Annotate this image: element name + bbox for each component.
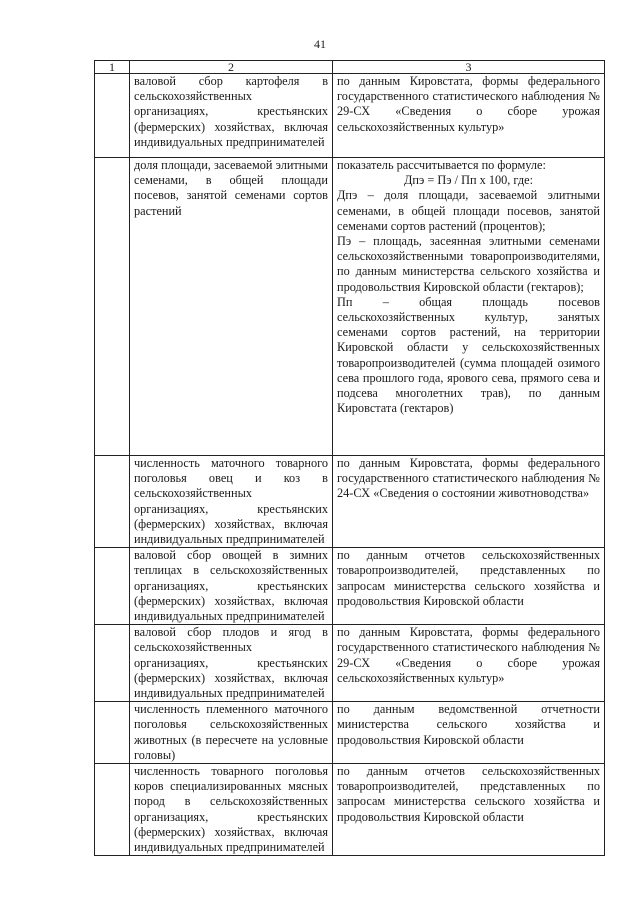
row-number-cell bbox=[95, 74, 130, 158]
indicator-cell: валовой сбор овощей в зимних теплицах в сельскохозяйственных организациях, крестьянских (фермерских) хозяйствах, включая индивидуальных предпринимателей bbox=[130, 548, 333, 625]
table-row bbox=[95, 625, 605, 702]
formula-intro: показатель рассчитывается по формуле: bbox=[337, 158, 546, 172]
row-number-cell bbox=[95, 764, 130, 856]
indicator-cell: численность товарного поголовья коров специализированных мясных пород в сельскохозяйственных организациях, крестьянских (фермерских) хозяйствах, включая индивидуальных предпринимателей bbox=[130, 764, 333, 856]
row-number-cell bbox=[95, 456, 130, 548]
source-cell bbox=[333, 158, 605, 456]
table-row bbox=[95, 158, 605, 456]
formula-definition: Пп – общая площадь посевов сельскохозяйственных культур, занятых семенами сортов растений, на территории Кировской области у сельскохозяйственных товаропроизводителей (сумма площадей озимого сева прошлого года, ярового сева, прямого сева и подсева многолетних трав), по данным Кировстата (гектаров) bbox=[337, 294, 600, 416]
table-row bbox=[95, 702, 605, 764]
row-number-cell bbox=[95, 548, 130, 625]
formula-definition: Пэ – площадь, засеянная элитными семенами сельскохозяйственными товаропроизводителями, по данным министерства сельского хозяйства и продовольствия Кировской области (гектаров); bbox=[337, 234, 600, 294]
row-number-cell bbox=[95, 702, 130, 764]
column-header-2: 2 bbox=[130, 61, 333, 74]
indicator-cell: валовой сбор плодов и ягод в сельскохозяйственных организациях, крестьянских (фермерских) хозяйствах, включая индивидуальных предпринимателей bbox=[130, 625, 333, 702]
column-header-1: 1 bbox=[95, 61, 130, 74]
row-number-cell bbox=[95, 158, 130, 456]
indicator-cell: численность племенного маточного поголовья сельскохозяйственных животных (в пересчете на условные головы) bbox=[130, 702, 333, 764]
table-row bbox=[95, 548, 605, 625]
table-row bbox=[95, 456, 605, 548]
formula-definition: Дпэ – доля площади, засеваемой элитными семенами, в общей площади посевов, занятой семенами сортов растений (процентов); bbox=[337, 188, 600, 233]
indicator-cell: доля площади, засеваемой элитными семенами, в общей площади посевов, занятой семенами сортов растений bbox=[130, 158, 333, 456]
indicator-cell: валовой сбор картофеля в сельскохозяйственных организациях, крестьянских (фермерских) хозяйствах, включая индивидуальных предпринимателей bbox=[130, 74, 333, 158]
column-header-3: 3 bbox=[333, 61, 605, 74]
formula: Дпэ = Пэ / Пп х 100, где: bbox=[404, 173, 533, 188]
source-cell: по данным отчетов сельскохозяйственных товаропроизводителей, представленных по запросам министерства сельского хозяйства и продовольствия Кировской области bbox=[333, 548, 605, 625]
source-cell: по данным Кировстата, формы федерального государственного статистического наблюдения № 29-СХ «Сведения о сборе урожая сельскохозяйственных культур» bbox=[333, 625, 605, 702]
source-cell: по данным Кировстата, формы федерального государственного статистического наблюдения № 29-СХ «Сведения о сборе урожая сельскохозяйственных культур» bbox=[333, 74, 605, 158]
source-cell: по данным Кировстата, формы федерального государственного статистического наблюдения № 24-СХ «Сведения о состоянии животноводства» bbox=[333, 456, 605, 548]
row-number-cell bbox=[95, 625, 130, 702]
table-row bbox=[95, 764, 605, 856]
indicators-table bbox=[94, 60, 605, 856]
source-cell: по данным отчетов сельскохозяйственных товаропроизводителей, представленных по запросам министерства сельского хозяйства и продовольствия Кировской области bbox=[333, 764, 605, 856]
table-row bbox=[95, 74, 605, 158]
source-cell: по данным ведомственной отчетности министерства сельского хозяйства и продовольствия Кировской области bbox=[333, 702, 605, 764]
table-header-row bbox=[95, 61, 605, 74]
indicator-cell: численность маточного товарного поголовья овец и коз в сельскохозяйственных организациях, крестьянских (фермерских) хозяйствах, включая индивидуальных предпринимателей bbox=[130, 456, 333, 548]
page-number: 41 bbox=[314, 37, 326, 51]
